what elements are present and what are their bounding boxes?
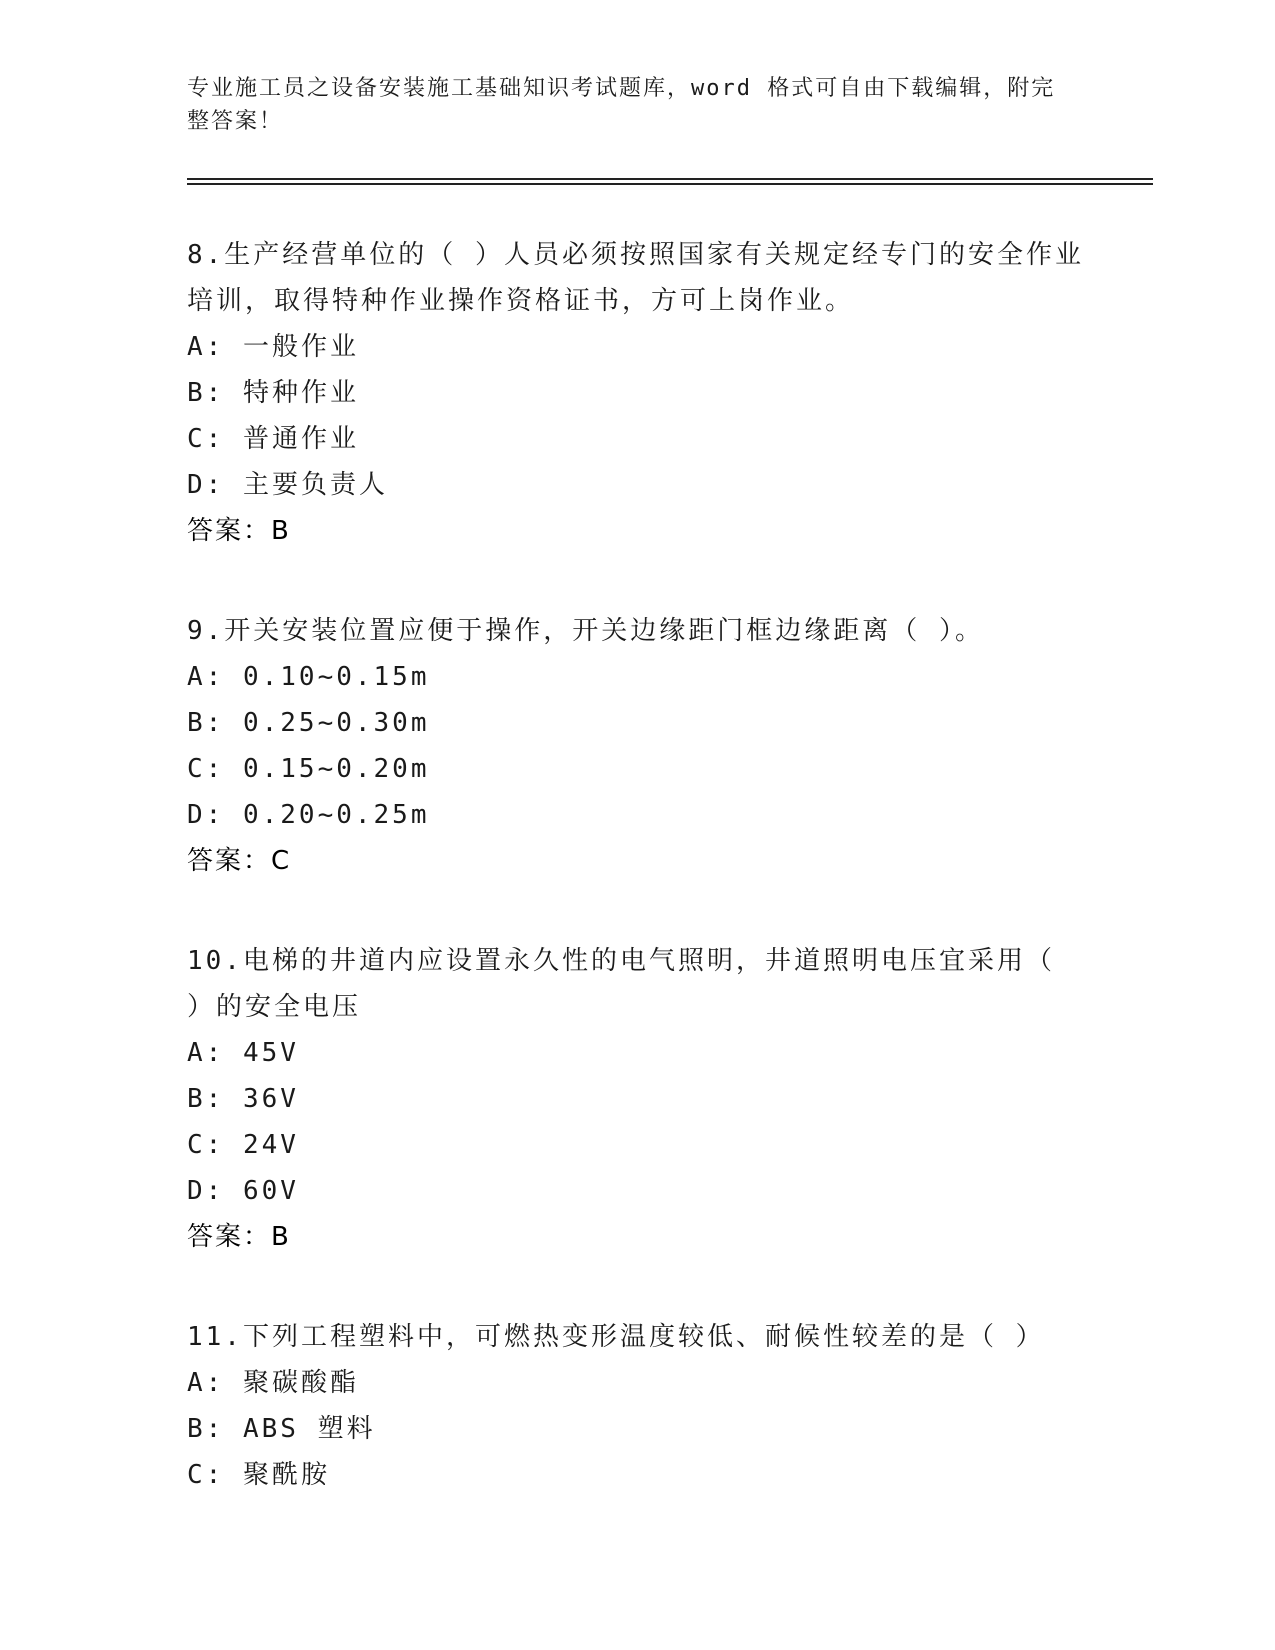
- header-divider-bottom: [187, 183, 1153, 185]
- question-list: [187, 232, 1087, 1552]
- option-d: D: 主要负责人: [187, 470, 388, 500]
- question-8: [187, 232, 1087, 554]
- option-d: D: 0.20~0.25m: [187, 800, 430, 830]
- question-text: 11.下列工程塑料中，可燃热变形温度较低、耐候性较差的是（ ）: [187, 1322, 1045, 1352]
- option-c: C: 普通作业: [187, 424, 359, 454]
- question-text: 10.电梯的井道内应设置永久性的电气照明，井道照明电压宜采用（ ）的安全电压: [187, 946, 1055, 1022]
- answer: 答案：B: [187, 516, 291, 546]
- option-c: C: 0.15~0.20m: [187, 754, 430, 784]
- question-11: [187, 1314, 1087, 1498]
- document-header: 专业施工员之设备安装施工基础知识考试题库，word 格式可自由下载编辑，附完整答案！: [187, 76, 1056, 134]
- answer: 答案：B: [187, 1222, 291, 1252]
- option-b: B: 特种作业: [187, 378, 359, 408]
- option-d: D: 60V: [187, 1176, 299, 1206]
- option-b: B: 36V: [187, 1084, 299, 1114]
- header-divider-top: [187, 178, 1153, 180]
- option-c: C: 24V: [187, 1130, 299, 1160]
- option-a: A: 0.10~0.15m: [187, 662, 430, 692]
- option-a: A: 45V: [187, 1038, 299, 1068]
- option-b: B: ABS 塑料: [187, 1414, 376, 1444]
- question-text: 9.开关安装位置应便于操作，开关边缘距门框边缘距离（ ）。: [187, 616, 984, 646]
- question-text: 8.生产经营单位的（ ）人员必须按照国家有关规定经专门的安全作业培训，取得特种作业操作资格证书，方可上岗作业。: [187, 240, 1084, 316]
- option-c: C: 聚酰胺: [187, 1460, 330, 1490]
- option-b: B: 0.25~0.30m: [187, 708, 430, 738]
- option-a: A: 一般作业: [187, 332, 359, 362]
- question-10: [187, 938, 1087, 1260]
- option-a: A: 聚碳酸酯: [187, 1368, 359, 1398]
- answer: 答案：C: [187, 846, 292, 876]
- question-9: [187, 608, 1087, 884]
